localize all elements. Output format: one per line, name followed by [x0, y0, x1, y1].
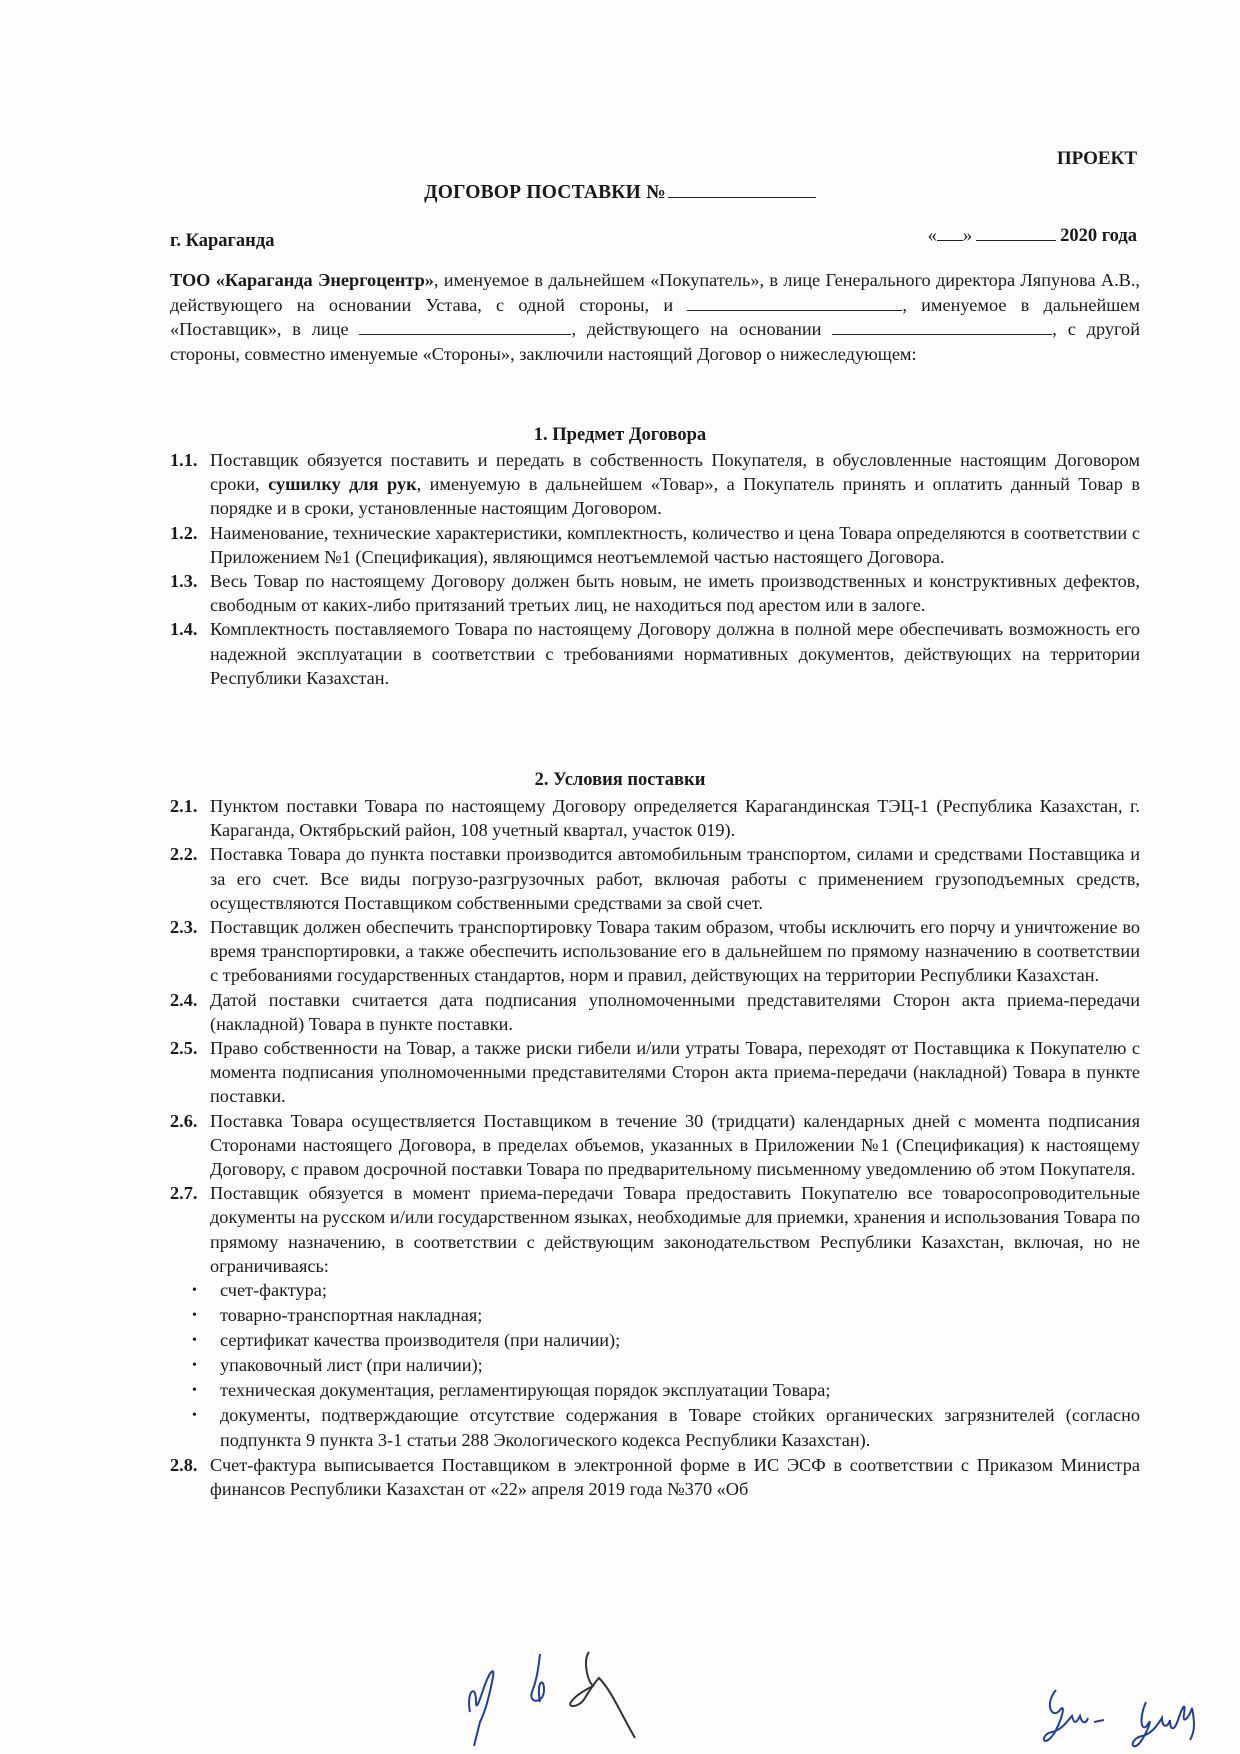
preamble	[170, 268, 1140, 366]
clause-number: 2.8.	[170, 1455, 198, 1476]
clause-number: 2.7.	[170, 1183, 198, 1204]
preamble-part-4: , с другой стороны, совместно именуемые «Стороны», заключили настоящий Договор о нижеследующем:	[170, 319, 1140, 364]
bullet-icon: •	[192, 1408, 197, 1424]
preamble-part-3: , действующего на основании	[571, 319, 833, 339]
supplier-representative-blank	[359, 320, 571, 335]
list-item: • сертификат качества производителя (при наличии);	[170, 1328, 1140, 1353]
clause-2-8	[170, 1453, 1140, 1501]
clause-number: 1.1.	[170, 450, 198, 470]
clause-text: Датой поставки считается дата подписания уполномоченными представителями Сторон акта приема-передачи (накладной) Товара в пункте поставки.	[210, 989, 1140, 1034]
clause-2-2	[170, 842, 1140, 915]
list-item: • документы, подтверждающие отсутствие содержания в Товаре стойких органических загрязнителей (согласно подпункта 9 пункта 3-1 статьи 288 Экологического кодекса Республики Казахстан).	[170, 1403, 1140, 1453]
signature-initial-4	[1038, 1680, 1108, 1745]
supplier-name-blank	[687, 296, 902, 311]
clause-number: 2.1.	[170, 796, 198, 816]
date-close-quote: »	[962, 226, 973, 246]
list-item: • счет-фактура;	[170, 1278, 1140, 1303]
signature-initial-3	[565, 1650, 640, 1740]
clause-text: Счет-фактура выписывается Поставщиком в электронной форме в ИС ЭСФ в соответствии с Приказом Министра финансов Республики Казахстан от «22» апреля 2019 года №370 «Об	[210, 1455, 1140, 1500]
section-2-clauses	[170, 794, 1140, 1501]
day-blank	[937, 227, 963, 241]
supplier-basis-blank	[832, 320, 1052, 335]
clause-number: 2.6.	[170, 1110, 198, 1131]
section-1-clauses	[170, 448, 1140, 690]
clause-2-5	[170, 1036, 1140, 1109]
clause-text: Поставщик обязуется поставить и передать в собственность Покупателя, в обусловленные настоящим Договором сроки,	[210, 450, 1140, 495]
clause-text: Наименование, технические характеристики, комплектность, количество и цена Товара определяются в соответствии с Приложением №1 (Спецификация), являющимся неотъемлемой частью настоящего Договора.	[210, 522, 1140, 567]
clause-number: 2.4.	[170, 989, 198, 1010]
clause-2-1	[170, 794, 1140, 842]
preamble-part-2: , именуемое в дальнейшем «Поставщик», в лице	[170, 294, 1140, 339]
date-year: 2020 года	[1060, 226, 1137, 246]
bullet-icon: •	[192, 1383, 197, 1399]
clause-text: Поставка Товара до пункта поставки производится автомобильным транспортом, силами и средствами Поставщика и за его счет. Все виды погрузо-разгрузочных работ, включая работы с применением грузоподъемных средств, осуществляются Поставщиком собственными средствами за свой счет.	[210, 844, 1140, 913]
draft-label: ПРОЕКТ	[1056, 148, 1137, 169]
clause-text: Комплектность поставляемого Товара по настоящему Договору должна в полной мере обеспечивать возможность его надежной эксплуатации в соответствии с требованиями нормативных документов, действующих на территории Республики Казахстан.	[210, 619, 1140, 688]
clause-text: Пунктом поставки Товара по настоящему Договору определяется Карагандинская ТЭЦ-1 (Республика Казахстан, г. Караганда, Октябрьский район, 108 учетный квартал, участок 019).	[210, 796, 1140, 841]
clause-text: Поставщик должен обеспечить транспортировку Товара таким образом, чтобы исключить его порчу и уничтожение во время транспортировки, а также обеспечить использование его в дальнейшем по прямому назначению в соответствии с требованиями государственных стандартов, норм и правил, действующих на территории Республики Казахстан.	[210, 917, 1140, 986]
city: г. Караганда	[170, 231, 275, 251]
section-2-title: 2. Условия поставки	[534, 770, 706, 790]
section-1-title: 1. Предмет Договора	[533, 425, 707, 445]
clause-2-3	[170, 915, 1140, 988]
clause-text: Весь Товар по настоящему Договору должен быть новым, не иметь производственных и конструктивных дефектов, свободным от каких-либо притязаний третьих лиц, не находиться под арестом или в залоге.	[210, 571, 1140, 616]
clause-text: Поставщик обязуется в момент приема-передачи Товара предоставить Покупателю все товаросопроводительные документы на русском и/или государственном языках, необходимые для приемки, хранения и использования Товара по прямому назначению, в соответствии с действующим законодательством Республики Казахстан, включая, но не ограничиваясь:	[210, 1183, 1140, 1276]
clause-number: 2.5.	[170, 1038, 198, 1059]
clause-1-4	[170, 617, 1140, 690]
clause-2-7	[170, 1181, 1140, 1278]
clause-2-6	[170, 1109, 1140, 1182]
clause-text-cont: , именуемую в дальнейшем «Товар», а Покупатель принять и оплатить данный Товар в порядке и в сроки, установленные настоящим Договором.	[210, 474, 1140, 519]
signature-initial-1	[462, 1652, 512, 1747]
contract-title-text: ДОГОВОР ПОСТАВКИ №	[424, 182, 666, 203]
bullet-icon: •	[192, 1358, 197, 1374]
list-item: • упаковочный лист (при наличии);	[170, 1353, 1140, 1378]
clause-number: 2.3.	[170, 917, 198, 938]
bullet-icon: •	[192, 1283, 197, 1299]
buyer-name: ТОО «Караганда Энергоцентр»	[170, 270, 434, 290]
month-blank	[976, 227, 1056, 241]
signature-initial-5	[1126, 1690, 1206, 1750]
bullet-icon: •	[192, 1333, 197, 1349]
clause-number: 2.2.	[170, 844, 198, 865]
contract-number-blank	[668, 183, 816, 198]
bullet-icon: •	[192, 1308, 197, 1324]
date-open-quote: «	[927, 226, 937, 246]
contract-date	[928, 226, 1137, 247]
preamble-part-1: , именуемое в дальнейшем «Покупатель», в лице Генерального директора Ляпунова А.В., действующего на основании Устава, с одной стороны, и	[170, 270, 1140, 315]
list-item: • товарно-транспортная накладная;	[170, 1303, 1140, 1328]
clause-1-2	[170, 521, 1140, 569]
clause-number: 1.4.	[170, 619, 198, 640]
clause-1-1	[170, 448, 1140, 521]
clause-1-3	[170, 569, 1140, 617]
list-item: • техническая документация, регламентирующая порядок эксплуатации Товара;	[170, 1378, 1140, 1403]
clause-text: Поставка Товара осуществляется Поставщиком в течение 30 (тридцати) календарных дней с момента подписания Сторонами настоящего Договора, в пределах объемов, указанных в Приложении №1 (Спецификация) к настоящему Договору, с правом досрочной поставки Товара по предварительному письменному уведомлению об этом Покупателя.	[210, 1110, 1140, 1180]
clause-number: 1.3.	[170, 571, 198, 592]
clause-text: Право собственности на Товар, а также риски гибели и/или утраты Товара, переходят от Поставщика к Покупателю с момента подписания уполномоченными представителями Сторон акта приема-передачи (накладной) Товара в пункте поставки.	[210, 1038, 1140, 1107]
contract-title	[0, 182, 1240, 204]
document-list	[170, 1278, 1140, 1453]
product-name: сушилку для рук	[268, 474, 417, 495]
clause-2-4	[170, 988, 1140, 1036]
signature-initial-2	[518, 1652, 558, 1712]
clause-number: 1.2.	[170, 522, 198, 543]
